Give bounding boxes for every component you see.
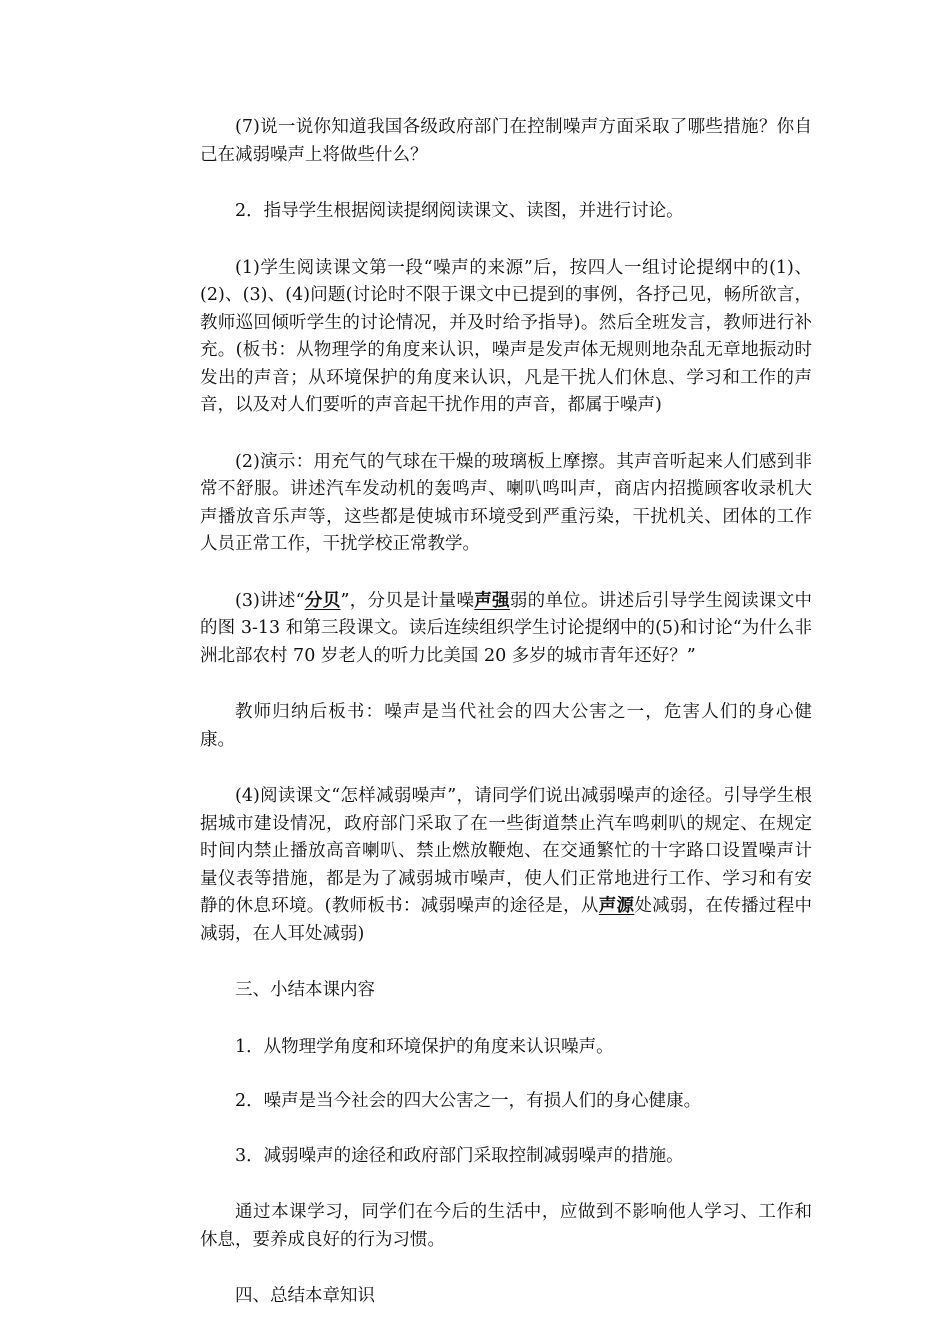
text-segment: 处减弱，在传播过程中减弱，在人耳处减弱): [200, 896, 813, 944]
term-sound-source: 声源: [598, 896, 635, 916]
heading-lesson-summary: 三、小结本课内容: [235, 980, 375, 1000]
summary-item-2: 2．噪声是当今社会的四大公害之一，有损人们的身心健康。: [235, 1091, 702, 1111]
text-segment: (3)讲述“: [235, 590, 305, 611]
text-segment: (4)阅读课文“怎样减弱噪声”，请同学们说出减弱噪声的途径。引导学生根据城市建设情况，政府部门采取了在一些街道禁止汽车鸣刺叭的规定、在规定时间内禁止播放高音喇叭、禁止燃放鞭炮、在交通繁忙的十字路口设置噪声计量仪表等措施，都是为了减弱城市噪声，使人们正常地进行工作、学习和有安静的休息环境。(教师板书：减弱噪声的途径是，从: [200, 786, 812, 916]
paragraph-reduce-noise-4: [200, 783, 812, 948]
term-sound-intensity: 声强: [474, 590, 510, 611]
paragraph-blackboard-summary: 教师归纳后板书：噪声是当代社会的四大公害之一，危害人们的身心健康。: [200, 702, 812, 750]
paragraph-step-2: 2．指导学生根据阅读提纲阅读课文、读图，并进行讨论。: [235, 201, 684, 221]
summary-item-3: 3．减弱噪声的途径和政府部门采取控制减弱噪声的措施。: [235, 1145, 684, 1166]
paragraph-discussion-1: (1)学生阅读课文第一段“噪声的来源”后，按四人一组讨论提纲中的(1)、(2)、(3)、(4)问题(讨论时不限于课文中已提到的事例，各抒己见，畅所欲言，教师巡回倾听学生的讨论情况，并及时给予指导)。然后全班发言，教师进行补充。(板书：从物理学的角度来认识，噪声是发声体无规则地杂乱无章地振动时发出的声音；从环境保护的角度来认识，凡是干扰人们休息、学习和工作的声音，以及对人们要听的声音起干扰作用的声音，都属于噪声): [200, 257, 812, 415]
text-segment: 弱的单位。讲述后引导学生阅读课文中的图 3-13 和第三段课文。读后连续组织学生讨论提纲中的(5)和讨论“为什么非洲北部农村 70 岁老人的听力比美国 20 多岁的城市青年还好？”: [200, 590, 813, 666]
term-decibel: 分贝: [304, 590, 341, 611]
text-segment: ”，分贝是计量噪: [340, 590, 475, 611]
summary-item-1: 1．从物理学角度和环境保护的角度来认识噪声。: [235, 1036, 614, 1057]
paragraph-question-7: (7)说一说你知道我国各级政府部门在控制噪声方面采取了哪些措施？你自己在减弱噪声上将做些什么？: [200, 117, 812, 165]
paragraph-decibel-3: [200, 588, 812, 671]
heading-chapter-summary: 四、总结本章知识: [235, 1286, 375, 1306]
document-body: [200, 114, 812, 1340]
paragraph-demo-2: (2)演示：用充气的气球在干燥的玻璃板上摩擦。其声音听起来人们感到非常不舒服。讲述汽车发动机的轰鸣声、喇叭鸣叫声，商店内招揽顾客收录机大声播放音乐声等，这些都是使城市环境受到严重污染，干扰机关、团体的工作人员正常工作，干扰学校正常教学。: [200, 451, 812, 554]
paragraph-conclusion: 通过本课学习，同学们在今后的生活中，应做到不影响他人学习、工作和休息，要养成良好的行为习惯。: [200, 1202, 812, 1250]
